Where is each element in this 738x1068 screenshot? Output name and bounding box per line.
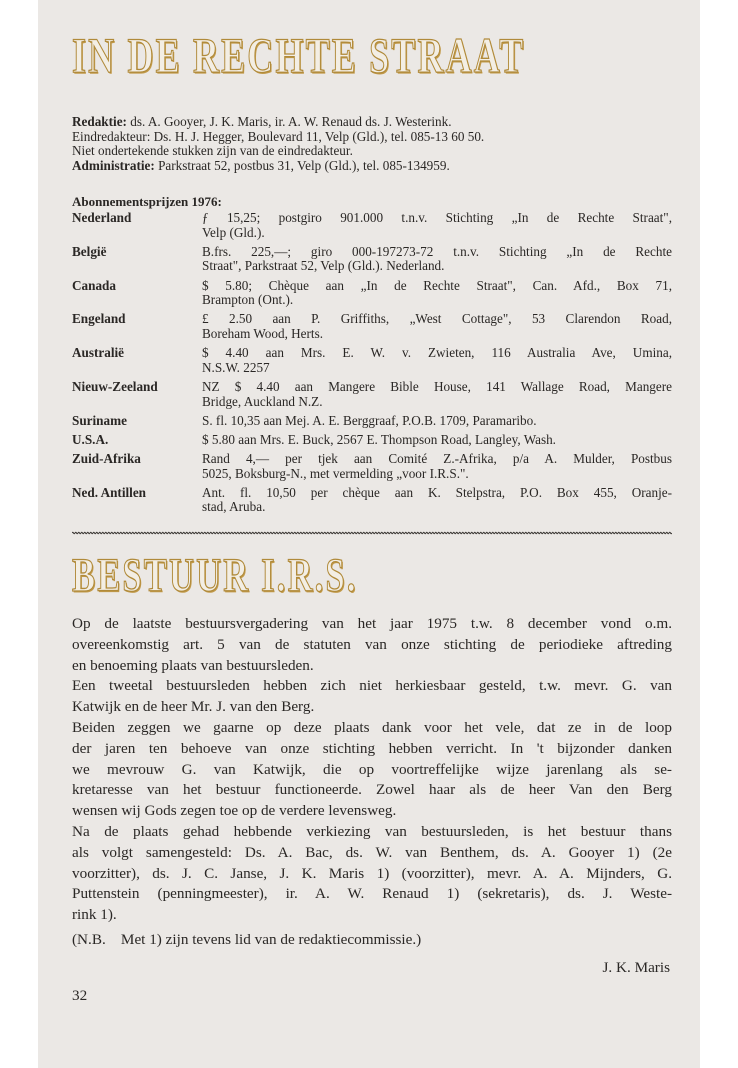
country-label: Suriname — [72, 412, 127, 428]
detail-line: Boreham Wood, Herts. — [202, 325, 324, 341]
detail-line: Ant. fl. 10,50 per chèque aan K. Stelpstra, P.O. Box 455, Oranje- — [202, 484, 672, 500]
subscription-details — [202, 211, 672, 240]
body-line: der jaren ten behoeve van onze stichting hebben verricht. In 't bijzonder danken — [72, 739, 672, 757]
detail-line: Velp (Gld.). — [202, 224, 265, 240]
detail-line: Rand 4,— per tjek aan Comité Z.-Afrika, p/a A. Mulder, Postbus — [202, 451, 672, 467]
subscription-details — [202, 486, 672, 515]
subscription-details — [202, 245, 672, 274]
detail-line: $ 5.80; Chèque aan „In de Rechte Straat", Can. Afd., Box 71, — [202, 277, 672, 293]
body-line: wensen wij Gods zegen toe op de verdere levensweg. — [72, 802, 397, 820]
body-line: Katwijk en de heer Mr. J. van den Berg. — [72, 698, 315, 716]
body-line: rink 1). — [72, 906, 117, 924]
body-line: als volgt samengesteld: Ds. A. Bac, ds. W. van Benthem, ds. A. Gooyer 1) (2e — [72, 843, 672, 861]
redaktie-text: ds. A. Gooyer, J. K. Maris, ir. A. W. Renaud ds. J. Westerink. — [126, 114, 452, 129]
administratie-label: Administratie: — [72, 157, 155, 173]
article-note: (N.B. Met 1) zijn tevens lid van de redaktiecommissie.) — [72, 931, 422, 948]
eindredakteur-line: Eindredakteur: Ds. H. J. Hegger, Boulevard 11, Velp (Gld.), tel. 085-13 60 50. — [72, 128, 485, 144]
body-line: Beiden zeggen we gaarne op deze plaats dank voor het vele, dat ze in de loop — [72, 718, 672, 736]
subscription-details — [202, 312, 672, 341]
subscription-details — [202, 452, 672, 481]
subscription-row — [72, 346, 672, 375]
body-line: we mevrouw G. van Katwijk, die op voortreffelijke wijze jarenlang als se- — [72, 760, 672, 778]
detail-line: 5025, Boksburg-N., met vermelding „voor I.R.S.". — [202, 465, 469, 481]
administratie-text: Parkstraat 52, postbus 31, Velp (Gld.), tel. 085-134959. — [154, 157, 450, 173]
country-label: Engeland — [72, 311, 126, 327]
subscription-details — [202, 279, 672, 308]
detail-line: $ 4.40 aan Mrs. E. W. v. Zwieten, 116 Australia Ave, Umina, — [202, 345, 672, 361]
body-line: Een tweetal bestuursleden hebben zich niet herkiesbaar gesteld, t.w. mevr. G. van — [72, 677, 672, 695]
article-signature: J. K. Maris — [602, 959, 670, 976]
detail-line: ƒ 15,25; postgiro 901.000 t.n.v. Stichting „In de Rechte Straat", — [202, 210, 672, 225]
magazine-title: IN DE RECHTE STRAAT — [72, 27, 526, 83]
country-label: België — [72, 243, 107, 259]
redaktie-line — [72, 115, 692, 130]
subscription-row — [72, 380, 672, 409]
subscription-row — [72, 279, 672, 308]
detail-line: NZ $ 4.40 aan Mangere Bible House, 141 Wallage Road, Mangere — [202, 378, 672, 394]
detail-line: S. fl. 10,35 aan Mej. A. E. Berggraaf, P.O.B. 1709, Paramaribo. — [202, 412, 537, 428]
article-body — [72, 614, 672, 926]
country-label: Ned. Antillen — [72, 484, 147, 500]
country-label: Nederland — [72, 210, 132, 225]
detail-line: Bridge, Auckland N.Z. — [202, 393, 323, 409]
country-label: U.S.A. — [72, 431, 109, 447]
subscriptions-table — [72, 211, 672, 520]
page-number: 32 — [72, 987, 88, 1004]
subscription-row — [72, 312, 672, 341]
detail-line: B.frs. 225,—; giro 000-197273-72 t.n.v. Stichting „In de Rechte — [202, 243, 672, 259]
subscription-details — [202, 380, 672, 409]
detail-line: N.S.W. 2257 — [202, 359, 270, 375]
country-label: Nieuw-Zeeland — [72, 378, 158, 394]
subscription-row — [72, 452, 672, 481]
detail-line: Straat", Parkstraat 52, Velp (Gld.). Nederland. — [202, 258, 445, 274]
subscription-row — [72, 486, 672, 515]
wavy-divider — [72, 530, 672, 536]
detail-line: $ 5.80 aan Mrs. E. Buck, 2567 E. Thompson Road, Langley, Wash. — [202, 431, 556, 447]
subscription-row — [72, 211, 672, 240]
body-line: Na de plaats gehad hebbende verkiezing van bestuursleden, is het bestuur thans — [72, 822, 672, 840]
detail-line: stad, Aruba. — [202, 499, 266, 515]
body-line: Puttenstein (penningmeester), ir. A. W. Renaud 1) (sekretaris), ds. J. Weste- — [72, 885, 672, 903]
subscription-details — [202, 346, 672, 375]
subscription-details — [202, 414, 672, 429]
body-line: kretaresse van het bestuur functioneerde. Zowel haar als de heer Van den Berg — [72, 781, 672, 799]
subscriptions-heading: Abonnementsprijzen 1976: — [72, 194, 222, 209]
body-line: voorzitter), ds. J. C. Janse, J. K. Maris 1) (voorzitter), mevr. A. A. Mijnders, G. — [72, 864, 672, 882]
subscription-row — [72, 414, 672, 429]
country-label: Australië — [72, 345, 125, 361]
body-line: Op de laatste bestuursvergadering van het jaar 1975 t.w. 8 december vond o.m. — [72, 615, 672, 632]
subscription-row — [72, 245, 672, 274]
redaktie-label: Redaktie: — [72, 114, 127, 129]
subscription-details — [202, 433, 672, 448]
masthead — [72, 115, 692, 173]
country-label: Canada — [72, 277, 116, 293]
subscription-row — [72, 433, 672, 448]
niet-ondertekend-line: Niet ondertekende stukken zijn van de eindredakteur. — [72, 143, 353, 159]
body-line: overeenkomstig art. 5 van de statuten van onze stichting de periodieke aftreding — [72, 635, 672, 653]
detail-line: £ 2.50 aan P. Griffiths, „West Cottage", 53 Clarendon Road, — [202, 311, 672, 327]
administratie-line — [72, 159, 692, 174]
country-label: Zuid-Afrika — [72, 451, 141, 467]
article-title: BESTUUR I.R.S. — [72, 549, 358, 602]
body-line: en benoeming plaats van bestuursleden. — [72, 656, 314, 674]
detail-line: Brampton (Ont.). — [202, 292, 294, 308]
